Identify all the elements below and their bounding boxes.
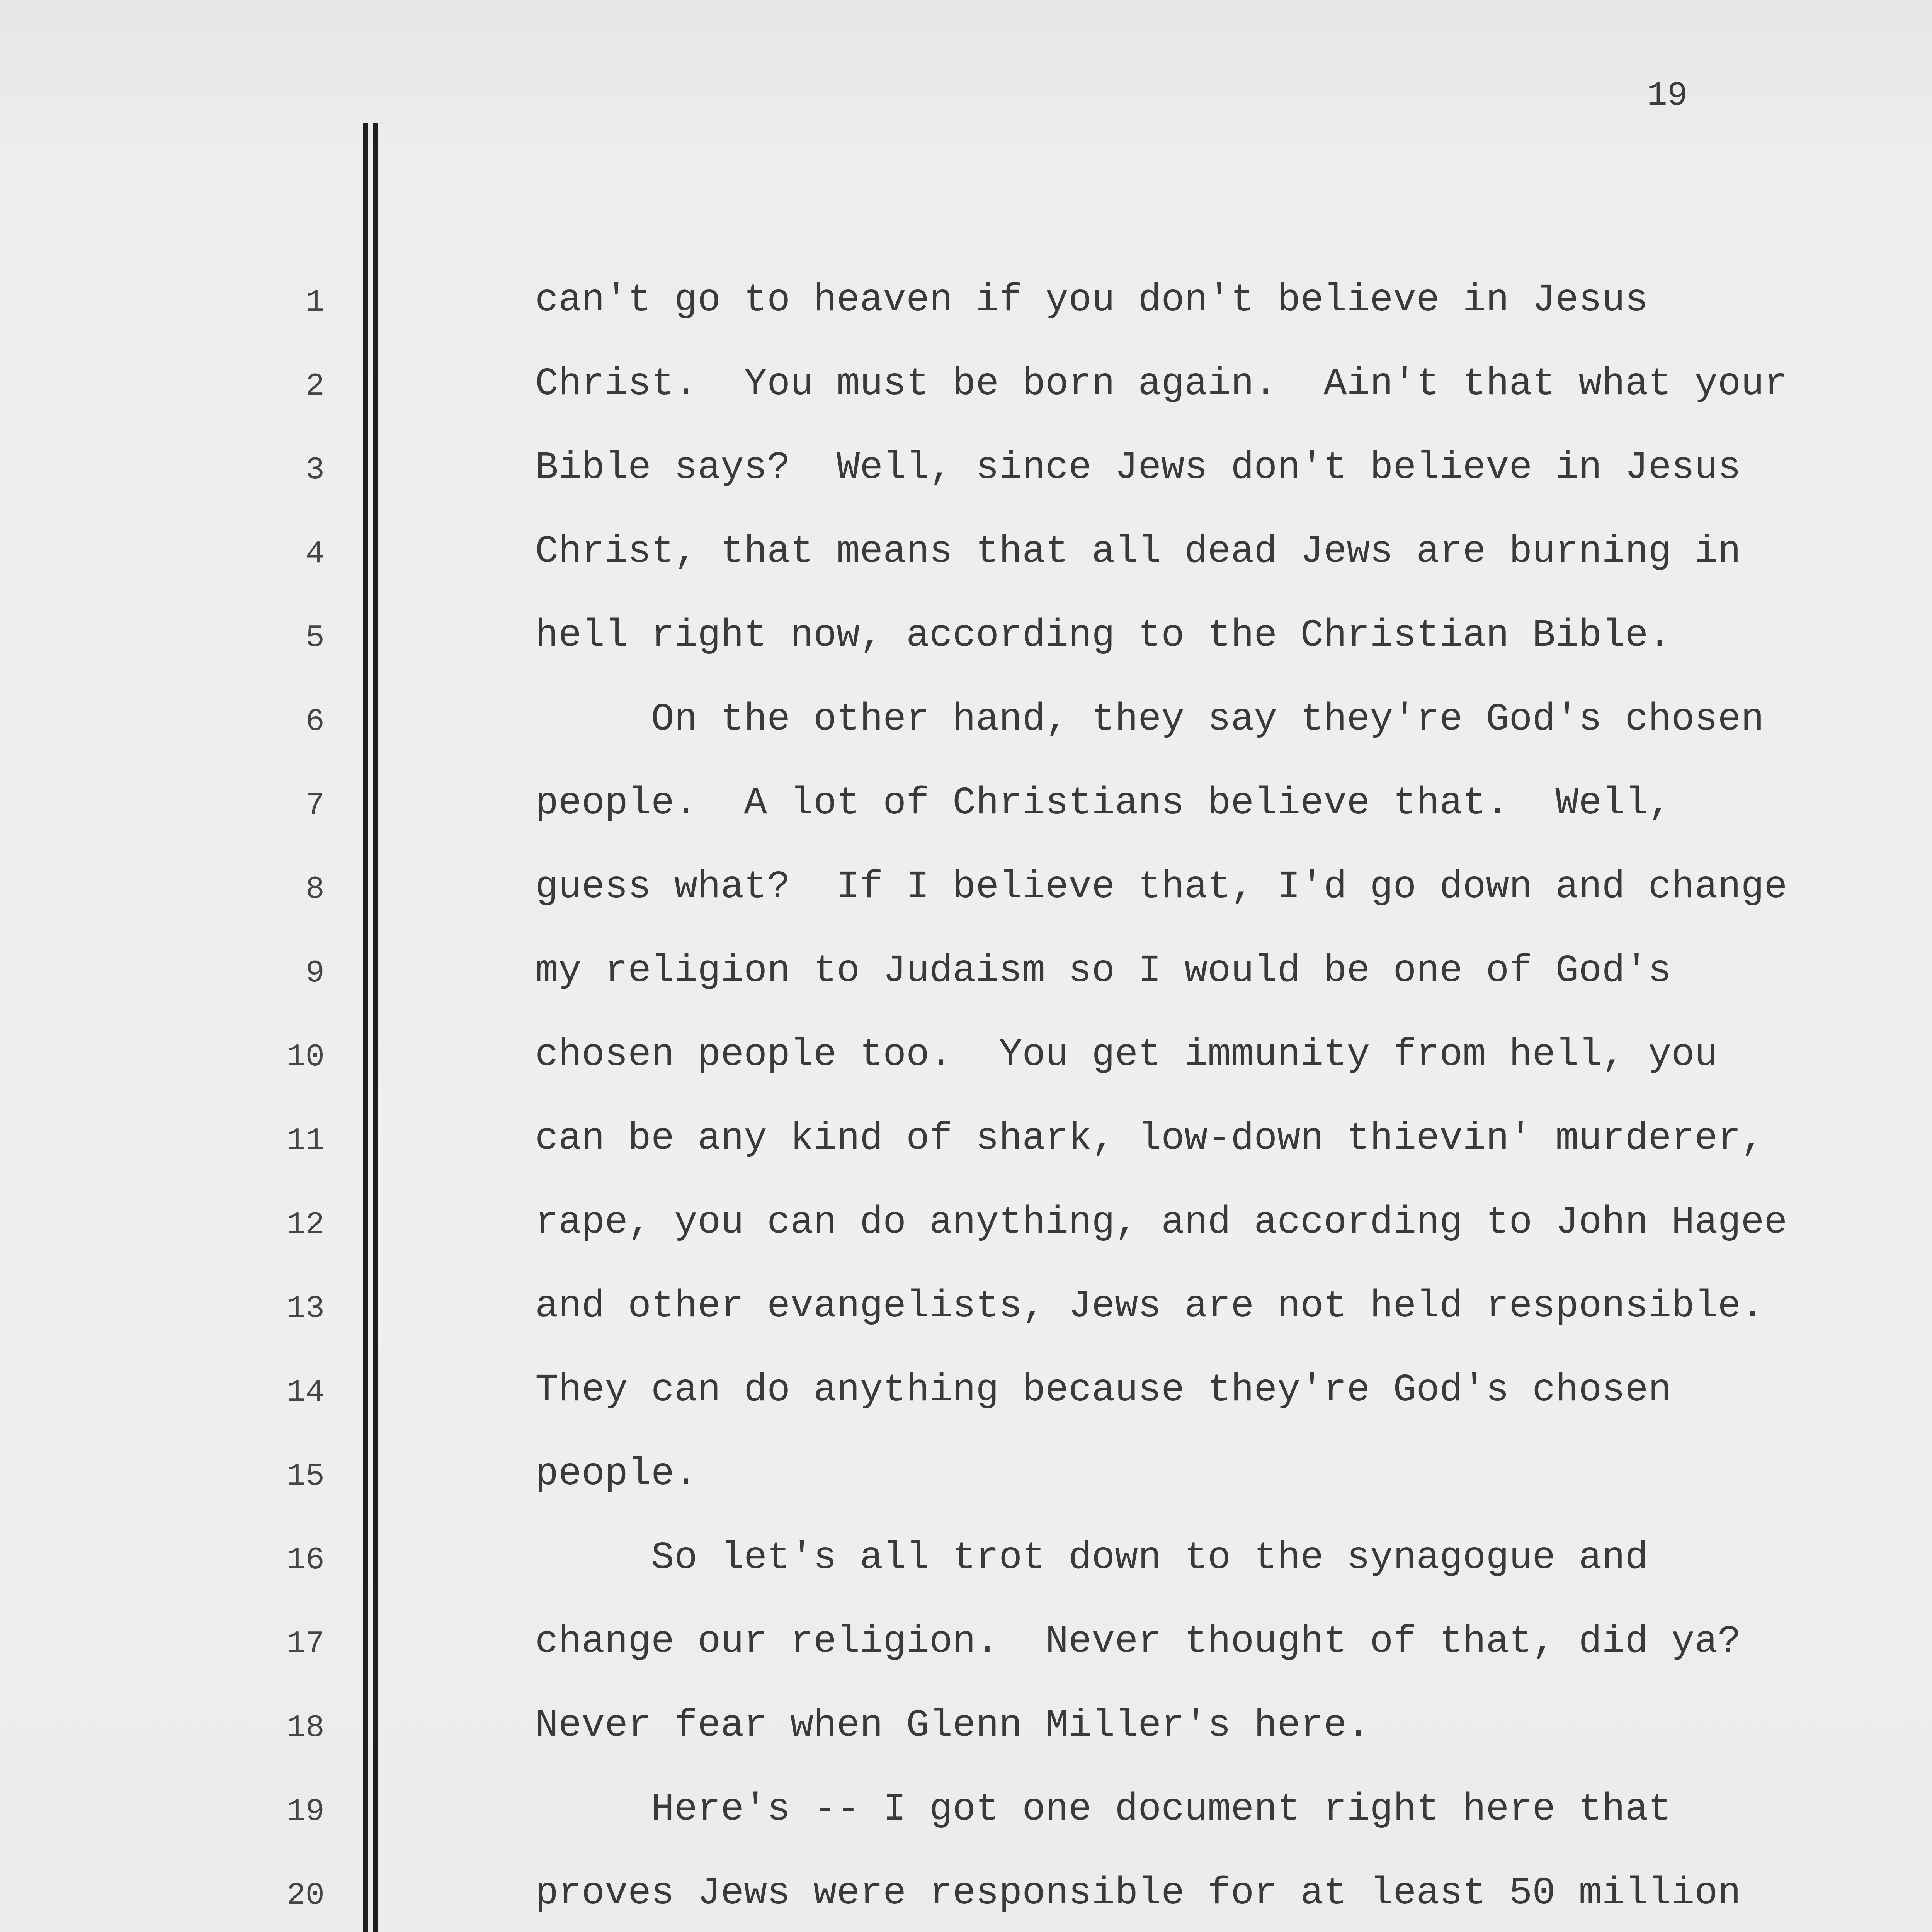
transcript-line: chosen people too. You get immunity from hell, you <box>535 1033 1718 1077</box>
transcript-line: guess what? If I believe that, I'd go down and change <box>535 866 1787 909</box>
transcript-line: hell right now, according to the Christian Bible. <box>535 614 1672 658</box>
margin-rule-left <box>363 123 368 1932</box>
transcript-line: rape, you can do anything, and according to John Hagee <box>535 1201 1787 1245</box>
line-number: 16 <box>286 1542 325 1578</box>
line-number: 11 <box>286 1123 325 1159</box>
line-number: 14 <box>286 1374 325 1410</box>
transcript-line: people. <box>535 1452 698 1496</box>
transcript-line: can't go to heaven if you don't believe in Jesus <box>535 279 1648 322</box>
line-number: 2 <box>305 368 325 404</box>
line-number: 12 <box>286 1207 325 1243</box>
transcript-line: Christ, that means that all dead Jews are burning in <box>535 530 1741 574</box>
line-number: 5 <box>305 620 325 656</box>
line-number: 18 <box>286 1710 325 1746</box>
transcript-line: On the other hand, they say they're God's chosen <box>535 698 1764 742</box>
line-number: 19 <box>286 1794 325 1830</box>
transcript-line: So let's all trot down to the synagogue and <box>535 1536 1648 1580</box>
line-number: 10 <box>286 1039 325 1075</box>
transcript-line: They can do anything because they're God's chosen <box>535 1369 1672 1412</box>
line-number: 7 <box>305 787 325 823</box>
page-number: 19 <box>1647 77 1688 115</box>
line-number: 3 <box>305 452 325 488</box>
line-number: 1 <box>305 284 325 320</box>
line-number: 4 <box>305 536 325 572</box>
line-number: 8 <box>305 871 325 907</box>
transcript-line: and other evangelists, Jews are not held responsible. <box>535 1285 1764 1328</box>
transcript-line: Never fear when Glenn Miller's here. <box>535 1704 1370 1748</box>
transcript-line: Here's -- I got one document right here that <box>535 1788 1672 1832</box>
transcript-line: Bible says? Well, since Jews don't believe in Jesus <box>535 446 1741 490</box>
transcript-line: my religion to Judaism so I would be one of God's <box>535 949 1672 993</box>
line-number: 13 <box>286 1291 325 1327</box>
line-number: 17 <box>286 1626 325 1662</box>
line-number: 9 <box>305 955 325 991</box>
transcript-line: people. A lot of Christians believe that. Well, <box>535 782 1672 825</box>
transcript-line: proves Jews were responsible for at least 50 million <box>535 1872 1741 1915</box>
margin-rule-right <box>373 123 378 1932</box>
transcript-line: can be any kind of shark, low-down thievin' murderer, <box>535 1117 1764 1161</box>
transcript-line: Christ. You must be born again. Ain't that what your <box>535 362 1787 406</box>
line-number: 20 <box>286 1878 325 1913</box>
line-number: 15 <box>286 1458 325 1494</box>
line-number: 6 <box>305 704 325 740</box>
transcript-line: change our religion. Never thought of that, did ya? <box>535 1620 1741 1664</box>
